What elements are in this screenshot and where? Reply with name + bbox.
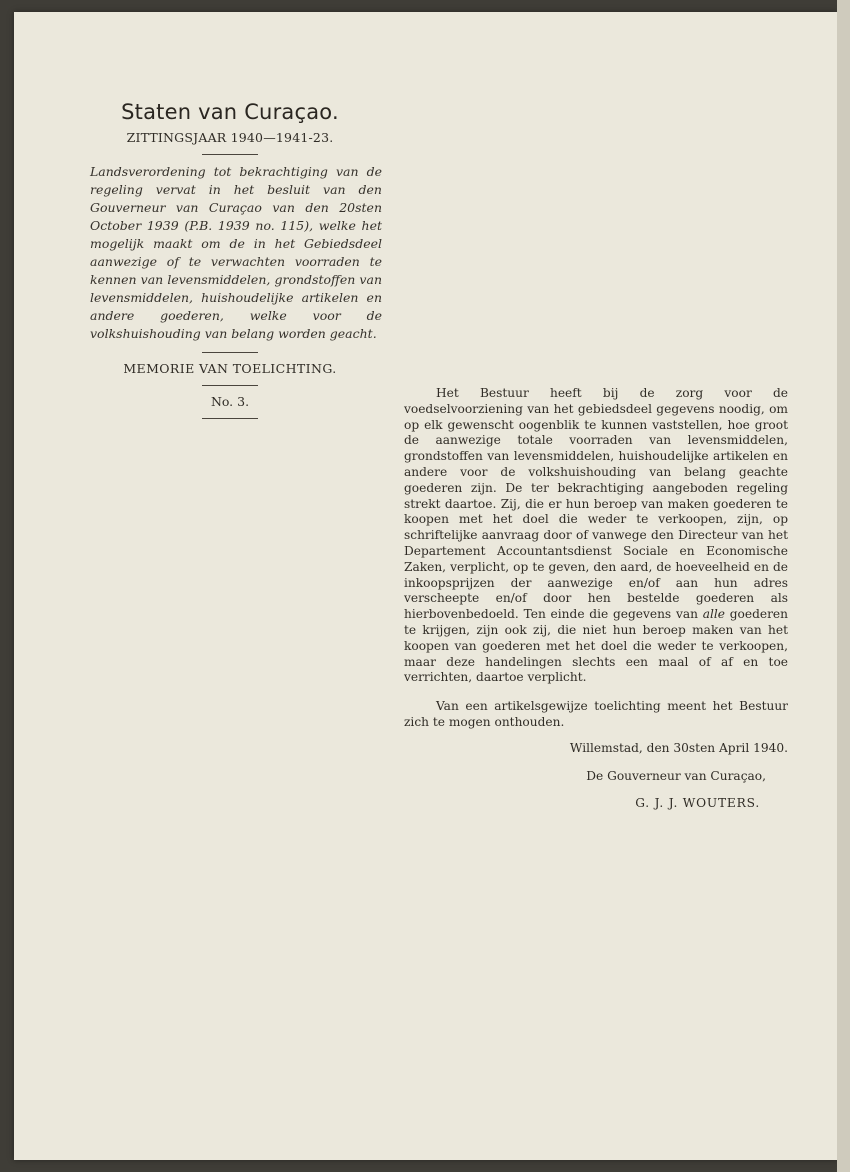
document-title: Staten van Curaçao.: [121, 100, 339, 124]
divider: [202, 385, 258, 386]
place-date: Willemstad, den 30sten April 1940.: [569, 740, 788, 755]
memorie-heading: MEMORIE VAN TOELICHTING.: [123, 361, 337, 376]
governor-title: De Gouverneur van Curaçao,: [586, 768, 766, 783]
document-number: No. 3.: [210, 394, 250, 409]
header-block: [78, 100, 382, 427]
divider: [202, 154, 258, 155]
document-page: [14, 12, 837, 1160]
session-year: ZITTINGSJAAR 1940—1941-23.: [126, 130, 334, 145]
divider: [202, 352, 258, 353]
signature: G. J. J. WOUTERS.: [635, 796, 760, 811]
body-text: [404, 386, 788, 812]
divider: [202, 418, 258, 419]
scan-edge: [837, 0, 850, 1172]
subject-text: Landsverordening tot bekrachtiging van de regeling vervat in het besluit van den Gouverneur van Curaçao van den 20sten October 1939 (P.B. 1939 no. 115), welke het mogelijk maakt om de in het Gebiedsdeel aanwezige of te verwachten voorraden te kennen van levensmiddelen, grondstoffen van levensmiddelen, huishoudelijke artikelen en andere goederen, welke voor de volkshuishouding van belang worden geacht.: [90, 164, 382, 341]
paragraph-2: Van een artikelsgewijze toelichting meent het Bestuur zich te mogen onthouden.: [404, 699, 788, 729]
paragraph-1: Het Bestuur heeft bij de zorg voor de voedselvoorziening van het gebiedsdeel gegevens noodig, om op elk gewenscht oogenblik te kunnen vaststellen, hoe groot de aanwezige totale voorraden van levensmiddelen, grondstoffen van levensmiddelen, huishoudelijke artikelen en andere voor de volkshuishouding van belang geachte goederen zijn. De ter bekrachtiging aangeboden regeling strekt daartoe. Zij, die er hun beroep van maken goederen te koopen met het doel die weder te verkoopen, zijn, op schriftelijke aanvraag door of vanwege den Directeur van het Departement Accountantsdienst Sociale en Economische Zaken, verplicht, op te geven, den aard, de hoeveelheid en de inkoopsprijzen der aanwezige en/of aan hun adres verscheepte en/of door hen bestelde goederen als hierbovenbedoeld. Ten einde die gegevens van alle goederen te krijgen, zijn ook zij, die niet hun beroep maken van het koopen van goederen met het doel die weder te verkoopen, maar deze handelingen slechts een maal of af en toe verrichten, daartoe verplicht.: [404, 386, 788, 685]
